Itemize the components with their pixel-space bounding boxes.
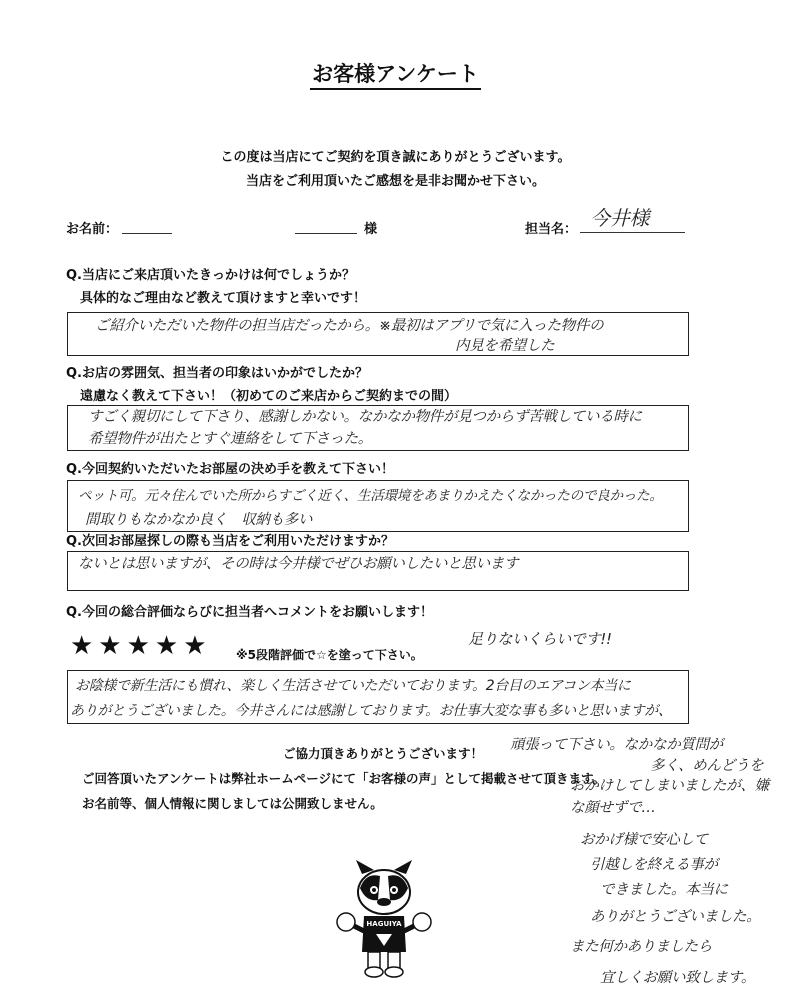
overflow-line-2: 多く、めんどうを xyxy=(650,758,764,774)
overflow-line-3: おかけしてしまいましたが、嫌な顔せずで… xyxy=(570,778,769,816)
answer-4-line-1: ないとは思いますが、その時は今井様でぜひお願いしたいと思います xyxy=(78,556,519,572)
answer-1-line-2: 内見を希望した xyxy=(455,338,555,354)
question-1-sub: 具体的なご理由など教えて頂けますと幸いです！ xyxy=(80,291,367,306)
footer-thanks: ご協力頂きありがとうございます！ xyxy=(283,746,484,761)
page-title xyxy=(0,58,791,88)
footer-line-2: お名前等、個人情報に関しましては公開致しません。 xyxy=(82,796,383,811)
staff-underline xyxy=(580,232,685,233)
question-1: Q.当店にご来店頂いたきっかけは何でしょうか？ xyxy=(66,268,355,283)
answer-1-line-1: ご紹介いただいた物件の担当店だったから。※最初はアプリで気に入った物件の xyxy=(95,318,604,334)
mascot-logo-text: HAGUIYA xyxy=(366,920,402,928)
rating-handwritten-comment: 足りないくらいです!! xyxy=(468,630,612,648)
footer-line-1: ご回答頂いたアンケートは弊社ホームページにて「お客様の声」として掲載させて頂きます。 xyxy=(82,771,606,786)
rating-note: ※5段階評価で☆を塗って下さい。 xyxy=(236,648,423,662)
question-4: Q.次回お部屋探しの際も当店をご利用いただけますか？ xyxy=(66,534,394,549)
overflow-line-4: おかげ様で安心して xyxy=(580,832,708,848)
intro-line-2: 当店をご利用頂いたご感想を是非お聞かせ下さい。 xyxy=(245,174,545,189)
question-2: Q.お店の雰囲気、担当者の印象はいかがでしたか？ xyxy=(66,366,368,381)
answer-2-line-2: 希望物件が出たとすぐ連絡をして下さった。 xyxy=(88,431,372,447)
overflow-line-9: 宜しくお願い致します。 xyxy=(600,970,756,986)
overflow-line-7: ありがとうございました。 xyxy=(590,909,761,925)
name-label: お名前： xyxy=(66,222,119,237)
answer-5-line-1: お陰様で新生活にも慣れ、楽しく生活させていただいております。2台目のエアコン本当に xyxy=(75,678,631,694)
sama-label: 様 xyxy=(364,222,378,237)
name-underline-1 xyxy=(122,233,172,234)
question-3: Q.今回契約いただいたお部屋の決め手を教えて下さい！ xyxy=(66,462,394,477)
page-title-text: お客様アンケート xyxy=(310,62,481,90)
mascot-dog xyxy=(336,860,432,980)
answer-2-line-1: すごく親切にして下さり、感謝しかない。なかなか物件が見つからず苦戦している時に xyxy=(88,409,642,425)
answer-3-line-1: ペット可。元々住んでいた所からすごく近く、生活環境をあまりかえたくなかったので良かった。 xyxy=(78,488,663,504)
overflow-line-1: 頑張って下さい。なかなか質問が xyxy=(510,737,723,753)
staff-name-value: 今井様 xyxy=(590,206,650,230)
staff-label: 担当名： xyxy=(525,222,578,237)
overflow-line-8: また何かありましたら xyxy=(570,939,712,955)
question-2-sub: 遠慮なく教えて下さい！（初めてのご来店からご契約までの間） xyxy=(80,389,458,404)
answer-3-line-2: 間取りもなかなか良く 収納も多い xyxy=(85,512,313,528)
question-5: Q.今回の総合評価ならびに担当者へコメントをお願いします！ xyxy=(66,605,433,620)
overflow-line-6: できました。本当に xyxy=(600,882,728,898)
name-underline-2 xyxy=(295,233,357,234)
intro-line-1: この度は当店にてご契約を頂き誠にありがとうございます。 xyxy=(220,150,571,165)
answer-5-line-2: ありがとうございました。今井さんには感謝しております。お仕事大変な事も多いと思いますが、 xyxy=(70,703,672,719)
rating-stars[interactable]: ★★★★★ xyxy=(70,631,212,661)
overflow-line-5: 引越しを終える事が xyxy=(590,857,718,873)
